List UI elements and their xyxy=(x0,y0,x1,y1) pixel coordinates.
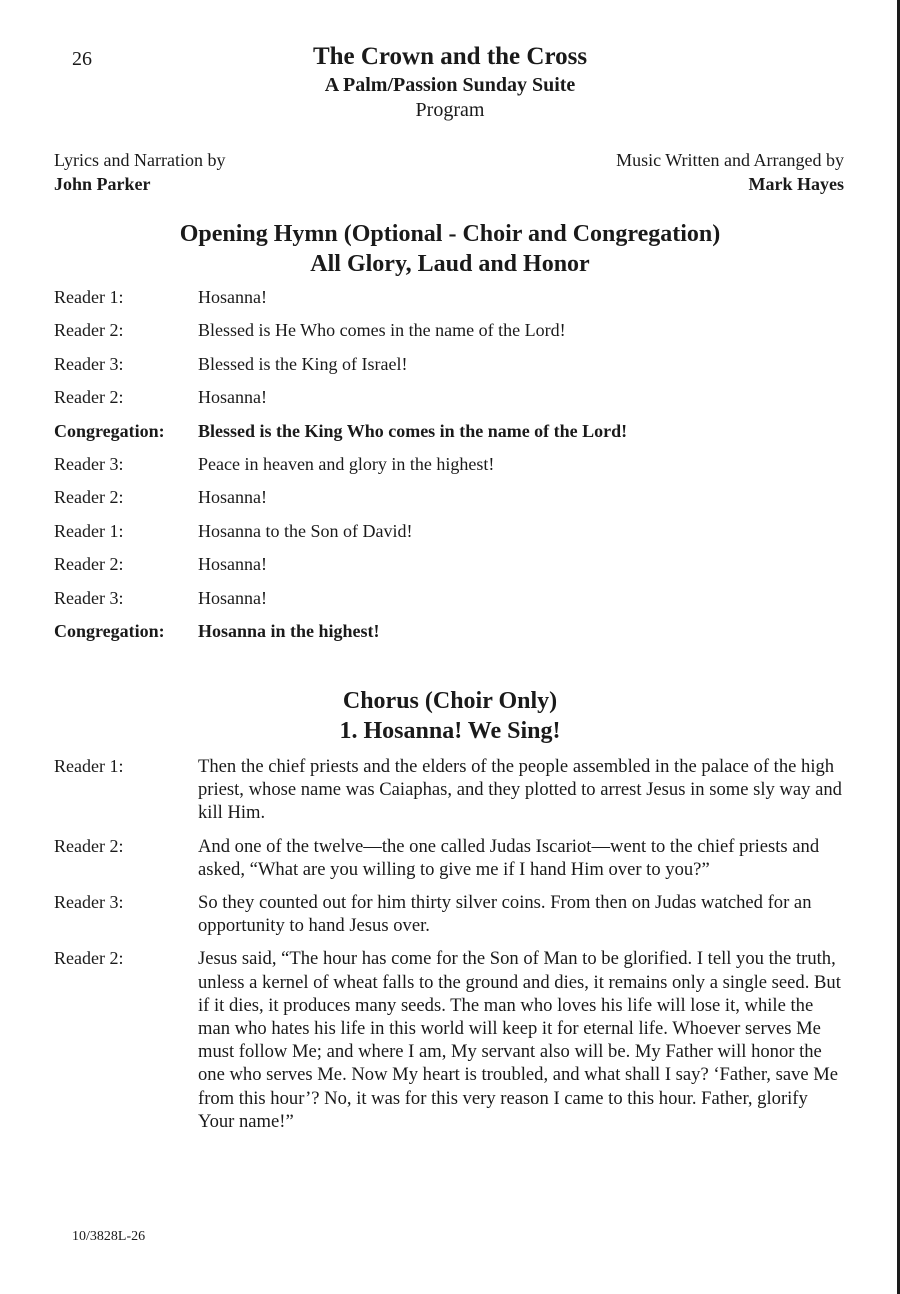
line-text: Then the chief priests and the elders of the people assembled in the palace of the high priest, whose name was Caiaphas, and they plotted to arrest Jesus in some sly way and kill Him. xyxy=(198,756,842,824)
line-text: Hosanna! xyxy=(198,287,267,307)
line-text: And one of the twelve—the one called Judas Iscariot—went to the chief priests and asked, “What are you willing to give me if I hand Him over to you?” xyxy=(198,835,820,880)
music-credit xyxy=(616,148,844,196)
music-credit-label: Music Written and Arranged by xyxy=(616,150,844,170)
dialog-line xyxy=(54,320,844,353)
chorus-heading-line2: 1. Hosanna! We Sing! xyxy=(339,718,561,744)
line-text: Hosanna! xyxy=(198,387,267,408)
hymn-heading xyxy=(0,219,900,279)
speaker-label: Reader 2: xyxy=(54,948,124,969)
page-number: 26 xyxy=(72,48,92,70)
hymn-dialog xyxy=(54,287,844,654)
lyrics-credit-label: Lyrics and Narration by xyxy=(54,150,226,170)
line-text: So they counted out for him thirty silver coins. From then on Judas watched for an opportunity to hand Jesus over. xyxy=(198,892,812,937)
speaker-label: Reader 1: xyxy=(54,756,124,776)
line-text: Hosanna! xyxy=(198,587,267,608)
line-text: Blessed is He Who comes in the name of the Lord! xyxy=(198,320,566,341)
document-title: The Crown and the Cross xyxy=(312,43,588,70)
music-credit-name: Mark Hayes xyxy=(748,174,844,194)
dialog-line xyxy=(54,287,844,320)
line-text: Jesus said, “The hour has come for the Son of Man to be glorified. I tell you the truth, unless a kernel of wheat falls to the ground and dies, it remains only a single seed. But if it dies, it produces many seeds. The man who loves his life will lose it, while the man who hates his life in this world will keep it for eternal life. Whoever serves Me must follow Me; and where I am, My servant also will be. My Father will honor the one who serves Me. Now My heart is troubled, and what shall I say? ‘Father, save Me from this hour’? No, it was for this very reason I came to this hour. Father, glorify Your name!” xyxy=(198,948,841,1132)
dialog-line xyxy=(54,487,844,520)
dialog-line xyxy=(54,947,844,1133)
speaker-label: Reader 3: xyxy=(54,892,124,913)
dialog-line xyxy=(54,755,844,825)
line-text: Peace in heaven and glory in the highest! xyxy=(198,453,495,474)
line-text: Blessed is the King Who comes in the name of the Lord! xyxy=(198,420,628,441)
speaker-label: Reader 3: xyxy=(54,453,124,474)
speaker-label: Reader 2: xyxy=(54,387,124,408)
speaker-label: Congregation: xyxy=(54,420,165,441)
dialog-line xyxy=(54,835,844,881)
title-block xyxy=(0,42,900,122)
lyrics-credit-name: John Parker xyxy=(54,174,151,194)
congregation-line xyxy=(54,421,844,454)
dialog-line xyxy=(54,354,844,387)
line-text: Hosanna to the Son of David! xyxy=(198,520,413,541)
speaker-label: Reader 1: xyxy=(54,520,124,541)
line-text: Blessed is the King of Israel! xyxy=(198,353,408,374)
speaker-label: Reader 2: xyxy=(54,554,124,575)
chorus-dialog xyxy=(54,755,844,1143)
line-text: Hosanna! xyxy=(198,487,267,508)
footer-catalog-code: 10/3828L-26 xyxy=(72,1229,146,1244)
speaker-label: Reader 2: xyxy=(54,835,124,856)
dialog-line xyxy=(54,554,844,587)
line-text: Hosanna! xyxy=(198,554,267,575)
speaker-label: Congregation: xyxy=(54,620,165,641)
dialog-line xyxy=(54,387,844,420)
speaker-label: Reader 3: xyxy=(54,587,124,608)
speaker-label: Reader 2: xyxy=(54,320,124,341)
program-label: Program xyxy=(415,99,485,121)
speaker-label: Reader 2: xyxy=(54,487,124,508)
chorus-heading xyxy=(0,686,900,746)
dialog-line xyxy=(54,521,844,554)
document-subtitle: A Palm/Passion Sunday Suite xyxy=(324,74,576,96)
speaker-label: Reader 3: xyxy=(54,353,124,374)
chorus-heading-line1: Chorus (Choir Only) xyxy=(342,688,558,714)
dialog-line xyxy=(54,588,844,621)
speaker-label: Reader 1: xyxy=(54,287,124,307)
hymn-heading-line1: Opening Hymn (Optional - Choir and Congregation) xyxy=(179,221,721,247)
hymn-heading-line2: All Glory, Laud and Honor xyxy=(310,251,590,277)
dialog-line xyxy=(54,891,844,937)
lyrics-credit xyxy=(54,148,225,196)
dialog-line xyxy=(54,454,844,487)
line-text: Hosanna in the highest! xyxy=(198,620,380,641)
congregation-line xyxy=(54,621,844,654)
